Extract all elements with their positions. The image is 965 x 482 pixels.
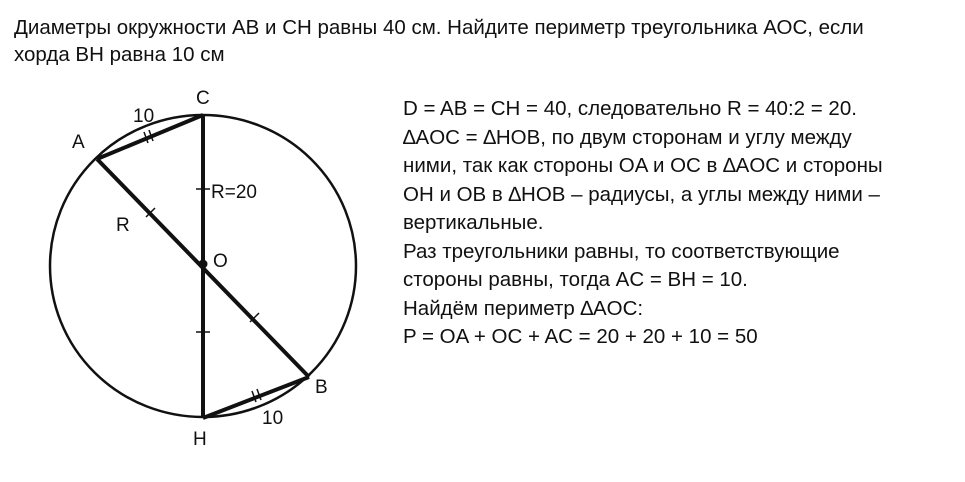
label-c: C — [196, 88, 210, 109]
label-radius-oc: R=20 — [211, 182, 257, 203]
label-b: B — [315, 377, 328, 398]
solution-line: OH и OB в ∆HOB – радиусы, а углы между ними – — [403, 182, 880, 206]
center-point — [199, 260, 208, 269]
solution-text — [403, 95, 948, 352]
label-h: H — [193, 429, 207, 450]
label-o: O — [213, 251, 228, 272]
solution-line: P = OA + OC + AC = 20 + 20 + 10 = 50 — [403, 325, 758, 348]
solution-line: Раз треугольники равны, то соответствующие — [403, 239, 840, 263]
solution-line: D = AB = CH = 40, следовательно R = 40:2 = 20. — [403, 97, 857, 120]
chord-bh — [203, 377, 309, 418]
label-radius-oa: R — [116, 215, 130, 236]
problem-line: Диаметры окружности АВ и СН равны 40 см. Найдите периметр треугольника АОС, если — [14, 16, 864, 39]
solution-line: стороны равны, тогда AC = BH = 10. — [403, 268, 748, 291]
label-chord-ac: 10 — [133, 106, 155, 127]
solution-line: Найдём периметр ∆AOC: — [403, 296, 644, 320]
solution-line: вертикальные. — [403, 211, 544, 234]
problem-line: хорда ВН равна 10 см — [14, 43, 225, 66]
label-a: A — [72, 132, 85, 153]
label-chord-bh: 10 — [262, 408, 284, 429]
solution-line: ∆AOC = ∆HOB, по двум сторонам и углу между — [403, 125, 852, 149]
solution-line: ними, так как стороны OA и OC в ∆AOC и стороны — [403, 154, 883, 177]
